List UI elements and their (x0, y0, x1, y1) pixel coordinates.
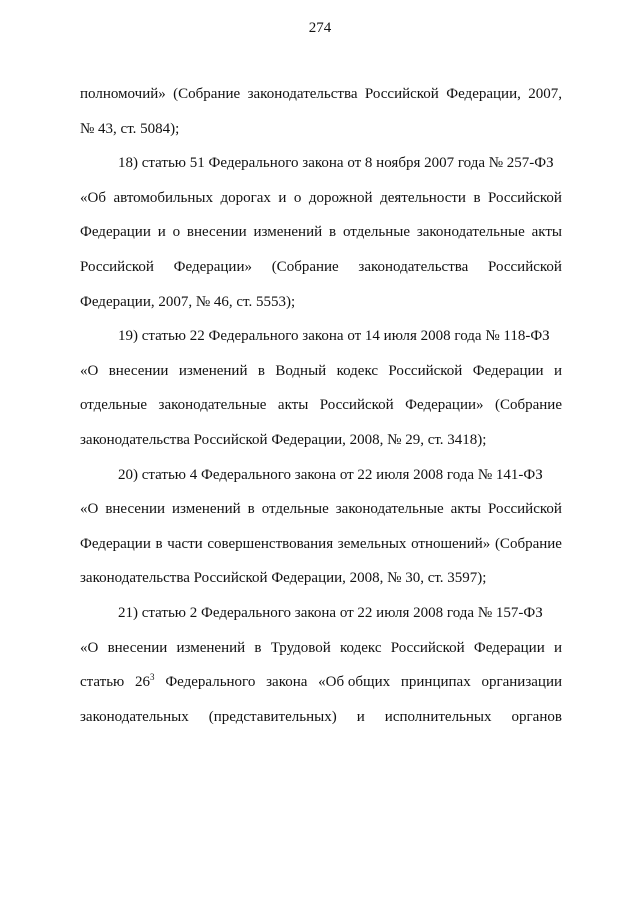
word: изменений (178, 362, 248, 379)
word: деятельности (380, 189, 466, 206)
word: принципах (400, 674, 471, 691)
word: законодательных (80, 708, 189, 725)
word: и (157, 224, 166, 241)
text-line (80, 665, 562, 700)
word: законодательства Российской Федерации, 2008, № 29, ст. 3418); (80, 431, 487, 448)
text-line (80, 596, 562, 631)
word: Федерации (80, 535, 151, 552)
text-line (80, 631, 562, 666)
paragraph (80, 77, 562, 146)
text-line (80, 458, 562, 493)
word: совершенствования (207, 535, 334, 552)
word: в (257, 362, 265, 379)
paragraph (80, 458, 562, 596)
word: законодательства (247, 86, 358, 102)
word: внесении (105, 501, 166, 518)
word: (Собрание (173, 86, 241, 102)
page-number: 274 (308, 20, 332, 36)
word: Федерации» (173, 258, 252, 275)
word: «О (80, 362, 99, 379)
word: в (254, 639, 262, 656)
word: закона (266, 674, 308, 691)
word: органов (511, 708, 562, 725)
word: 18) статью 51 Федерального закона от 8 ноября 2007 года № 257-ФЗ (118, 155, 554, 172)
word: статью (80, 674, 125, 691)
text-line (80, 146, 562, 181)
word: законодательные (416, 224, 525, 241)
word: акты (531, 224, 562, 241)
word: Российской (390, 639, 465, 656)
word: Трудовой (270, 639, 331, 656)
word: Федерального (165, 674, 256, 691)
word: «Об (80, 189, 106, 206)
word: изменений (253, 224, 323, 241)
word: Российской (488, 189, 562, 206)
word: отдельные (342, 224, 410, 241)
word: организации (481, 674, 562, 691)
word: земельных (337, 535, 407, 552)
text-line (80, 527, 562, 562)
text-line (80, 181, 562, 216)
word: Водный (275, 362, 327, 379)
superscript: 3 (150, 672, 155, 683)
text-line (80, 354, 562, 389)
word: Федерации (80, 224, 151, 241)
word: Российской (488, 258, 562, 275)
word: 2007, (528, 86, 562, 102)
word: отдельные (261, 501, 329, 518)
word: в (155, 535, 163, 552)
word: изменений (176, 639, 246, 656)
paragraph (80, 319, 562, 457)
word: внесении (186, 224, 247, 241)
word: Федерации (472, 362, 544, 379)
text-line (80, 215, 562, 250)
text-line (80, 423, 562, 458)
text-line (80, 700, 562, 735)
word: Федерации, 2007, № 46, ст. 5553); (80, 293, 296, 310)
word: части (167, 535, 203, 552)
word: дорогах (220, 189, 271, 206)
word: в (473, 189, 481, 206)
word: и (553, 639, 562, 656)
word: Российской (388, 362, 463, 379)
text-line (80, 319, 562, 354)
word: «О (80, 639, 99, 656)
word: 21) статью 2 Федерального закона от 22 июля 2008 года № 157-ФЗ (118, 604, 543, 621)
word: внесении (107, 639, 168, 656)
text-line (80, 492, 562, 527)
word: Российской (80, 258, 154, 275)
word: о (172, 224, 181, 241)
word: законодательства (358, 258, 469, 275)
word: о (293, 189, 302, 206)
word: акты (277, 397, 309, 414)
word: Федерации, (446, 86, 521, 102)
word: законодательные (335, 501, 444, 518)
word: дорожной (308, 189, 373, 206)
text-line (80, 112, 562, 147)
text-line (80, 561, 562, 596)
word: Российской (487, 501, 562, 518)
word: и (553, 362, 562, 379)
paragraph (80, 146, 562, 319)
text-line (80, 285, 562, 320)
word: № 43, ст. 5084); (80, 120, 180, 137)
word: внесении (108, 362, 169, 379)
word: автомобильных (113, 189, 213, 206)
word: Российской (364, 86, 439, 102)
word: отношений» (411, 535, 491, 552)
word: (Собрание (494, 535, 562, 552)
body-text (80, 77, 562, 734)
word: кодекс (340, 639, 382, 656)
word: «О (80, 501, 99, 518)
word: (Собрание (271, 258, 339, 275)
word: законодательные (158, 397, 267, 414)
word: полномочий» (80, 86, 166, 102)
word: (представительных) (208, 708, 337, 725)
word: 19) статью 22 Федерального закона от 14 июля 2008 года № 118-ФЗ (118, 328, 550, 345)
word: 20) статью 4 Федерального закона от 22 июля 2008 года № 141-ФЗ (118, 466, 543, 483)
word: «Об общих (318, 674, 391, 691)
text-line (80, 250, 562, 285)
word: и (356, 708, 365, 725)
word: Федерации (473, 639, 545, 656)
text-line (80, 77, 562, 112)
word: (Собрание (494, 397, 562, 414)
word: Российской (319, 397, 394, 414)
word: в (329, 224, 337, 241)
word: акты (450, 501, 482, 518)
paragraph (80, 596, 562, 734)
word: кодекс (336, 362, 379, 379)
text-line (80, 388, 562, 423)
word: и (278, 189, 287, 206)
word: отдельные (80, 397, 148, 414)
word: изменений (172, 501, 241, 518)
word: в (247, 501, 255, 518)
word: Федерации» (405, 397, 484, 414)
word: законодательства Российской Федерации, 2008, № 30, ст. 3597); (80, 570, 487, 587)
word: исполнительных (384, 708, 492, 725)
word: $26^3$ (135, 672, 155, 691)
